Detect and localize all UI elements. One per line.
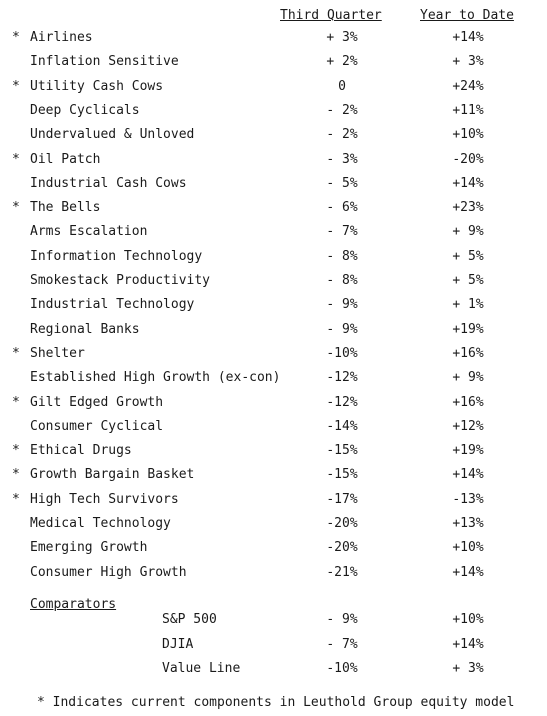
year-to-date-value: + 5% xyxy=(452,273,484,288)
year-to-date-value: +13% xyxy=(452,516,484,531)
year-to-date-value: +10% xyxy=(452,612,484,627)
group-name: Industrial Technology xyxy=(30,297,195,313)
table-row xyxy=(0,174,547,194)
comparator-row xyxy=(0,610,547,630)
group-name: The Bells xyxy=(30,200,101,216)
group-name: Gilt Edged Growth xyxy=(30,394,164,410)
year-to-date-value: + 3% xyxy=(452,661,484,676)
third-quarter-value: - 9% xyxy=(326,297,358,313)
year-to-date-value: +14% xyxy=(452,30,484,45)
group-name: Deep Cyclicals xyxy=(30,102,140,118)
year-to-date-value: +16% xyxy=(452,394,484,410)
third-quarter-value: - 8% xyxy=(326,248,358,264)
year-to-date-value: +19% xyxy=(452,443,484,459)
year-to-date-value: -13% xyxy=(452,491,484,507)
third-quarter-value: + 2% xyxy=(326,54,358,70)
model-marker: * xyxy=(12,151,20,167)
third-quarter-value: -15% xyxy=(326,467,358,483)
year-to-date-value: +10% xyxy=(452,540,484,556)
third-quarter-value: - 2% xyxy=(326,102,358,118)
group-name: Emerging Growth xyxy=(30,540,148,556)
third-quarter-value: - 5% xyxy=(326,175,358,191)
group-name: Inflation Sensitive xyxy=(30,54,179,70)
header-third-quarter: Third Quarter xyxy=(280,8,382,23)
model-marker: * xyxy=(12,467,20,483)
group-name: Medical Technology xyxy=(30,516,171,531)
third-quarter-value: -12% xyxy=(326,370,358,386)
table-row xyxy=(0,538,547,558)
comparator-row xyxy=(0,635,547,655)
table-row xyxy=(0,222,547,242)
third-quarter-value: - 9% xyxy=(326,321,358,337)
model-marker: * xyxy=(12,345,20,361)
comparator-name: S&P 500 xyxy=(162,612,217,627)
year-to-date-value: +16% xyxy=(452,345,484,361)
third-quarter-value: -12% xyxy=(326,394,358,410)
table-row xyxy=(0,295,547,315)
third-quarter-value: -20% xyxy=(326,540,358,556)
group-name: Airlines xyxy=(30,30,93,45)
year-to-date-value: + 3% xyxy=(452,54,484,70)
year-to-date-value: + 5% xyxy=(452,248,484,264)
year-to-date-value: +23% xyxy=(452,200,484,216)
third-quarter-value: -21% xyxy=(326,564,358,580)
third-quarter-value: -14% xyxy=(326,418,358,434)
table-row xyxy=(0,393,547,413)
third-quarter-value: - 9% xyxy=(326,612,358,627)
year-to-date-value: +12% xyxy=(452,418,484,434)
third-quarter-value: - 8% xyxy=(326,273,358,288)
group-name: Undervalued & Unloved xyxy=(30,127,195,143)
year-to-date-value: +19% xyxy=(452,321,484,337)
group-name: Regional Banks xyxy=(30,321,140,337)
group-name: Consumer High Growth xyxy=(30,564,187,580)
group-name: Ethical Drugs xyxy=(30,443,132,459)
third-quarter-value: -10% xyxy=(326,661,358,676)
third-quarter-value: -10% xyxy=(326,345,358,361)
table-row xyxy=(0,368,547,388)
table-row xyxy=(0,271,547,291)
group-name: Oil Patch xyxy=(30,151,101,167)
table-row xyxy=(0,28,547,48)
model-marker: * xyxy=(12,491,20,507)
table-row xyxy=(0,52,547,72)
group-name: High Tech Survivors xyxy=(30,491,179,507)
table-row xyxy=(0,563,547,583)
year-to-date-value: +14% xyxy=(452,175,484,191)
group-name: Growth Bargain Basket xyxy=(30,467,195,483)
year-to-date-value: +10% xyxy=(452,127,484,143)
group-name: Smokestack Productivity xyxy=(30,273,211,288)
footnote: * Indicates current components in Leuthold Group equity model xyxy=(37,695,515,710)
table-row xyxy=(0,198,547,218)
third-quarter-value: -20% xyxy=(326,516,358,531)
comparator-name: DJIA xyxy=(162,636,194,652)
table-row xyxy=(0,125,547,145)
table-row xyxy=(0,465,547,485)
comparator-name: Value Line xyxy=(162,661,241,676)
third-quarter-value: 0 xyxy=(338,78,346,94)
year-to-date-value: + 9% xyxy=(452,224,484,240)
model-marker: * xyxy=(12,394,20,410)
group-name: Shelter xyxy=(30,345,85,361)
year-to-date-value: +24% xyxy=(452,78,484,94)
year-to-date-value: +14% xyxy=(452,636,484,652)
year-to-date-value: + 9% xyxy=(452,370,484,386)
third-quarter-value: - 7% xyxy=(326,636,358,652)
comparators-title: Comparators xyxy=(30,597,117,612)
table-row xyxy=(0,77,547,97)
table-row xyxy=(0,490,547,510)
year-to-date-value: +14% xyxy=(452,467,484,483)
group-name: Established High Growth (ex-con) xyxy=(30,370,281,386)
table-row xyxy=(0,150,547,170)
header-year-to-date: Year to Date xyxy=(420,8,514,23)
table-row xyxy=(0,344,547,364)
group-name: Arms Escalation xyxy=(30,224,148,240)
year-to-date-value: + 1% xyxy=(452,297,484,313)
group-name: Industrial Cash Cows xyxy=(30,175,187,191)
table-row xyxy=(0,320,547,340)
third-quarter-value: - 2% xyxy=(326,127,358,143)
table-row xyxy=(0,514,547,534)
third-quarter-value: - 7% xyxy=(326,224,358,240)
group-name: Utility Cash Cows xyxy=(30,78,164,94)
model-marker: * xyxy=(12,78,20,94)
third-quarter-value: + 3% xyxy=(326,30,358,45)
model-marker: * xyxy=(12,200,20,216)
year-to-date-value: -20% xyxy=(452,151,484,167)
table-row xyxy=(0,247,547,267)
table-row xyxy=(0,417,547,437)
year-to-date-value: +11% xyxy=(452,102,484,118)
year-to-date-value: +14% xyxy=(452,564,484,580)
table-row xyxy=(0,441,547,461)
third-quarter-value: -15% xyxy=(326,443,358,459)
model-marker: * xyxy=(12,30,20,45)
group-name: Consumer Cyclical xyxy=(30,418,164,434)
group-name: Information Technology xyxy=(30,248,203,264)
third-quarter-value: - 6% xyxy=(326,200,358,216)
model-marker: * xyxy=(12,443,20,459)
comparator-row xyxy=(0,659,547,679)
third-quarter-value: - 3% xyxy=(326,151,358,167)
table-row xyxy=(0,101,547,121)
third-quarter-value: -17% xyxy=(326,491,358,507)
